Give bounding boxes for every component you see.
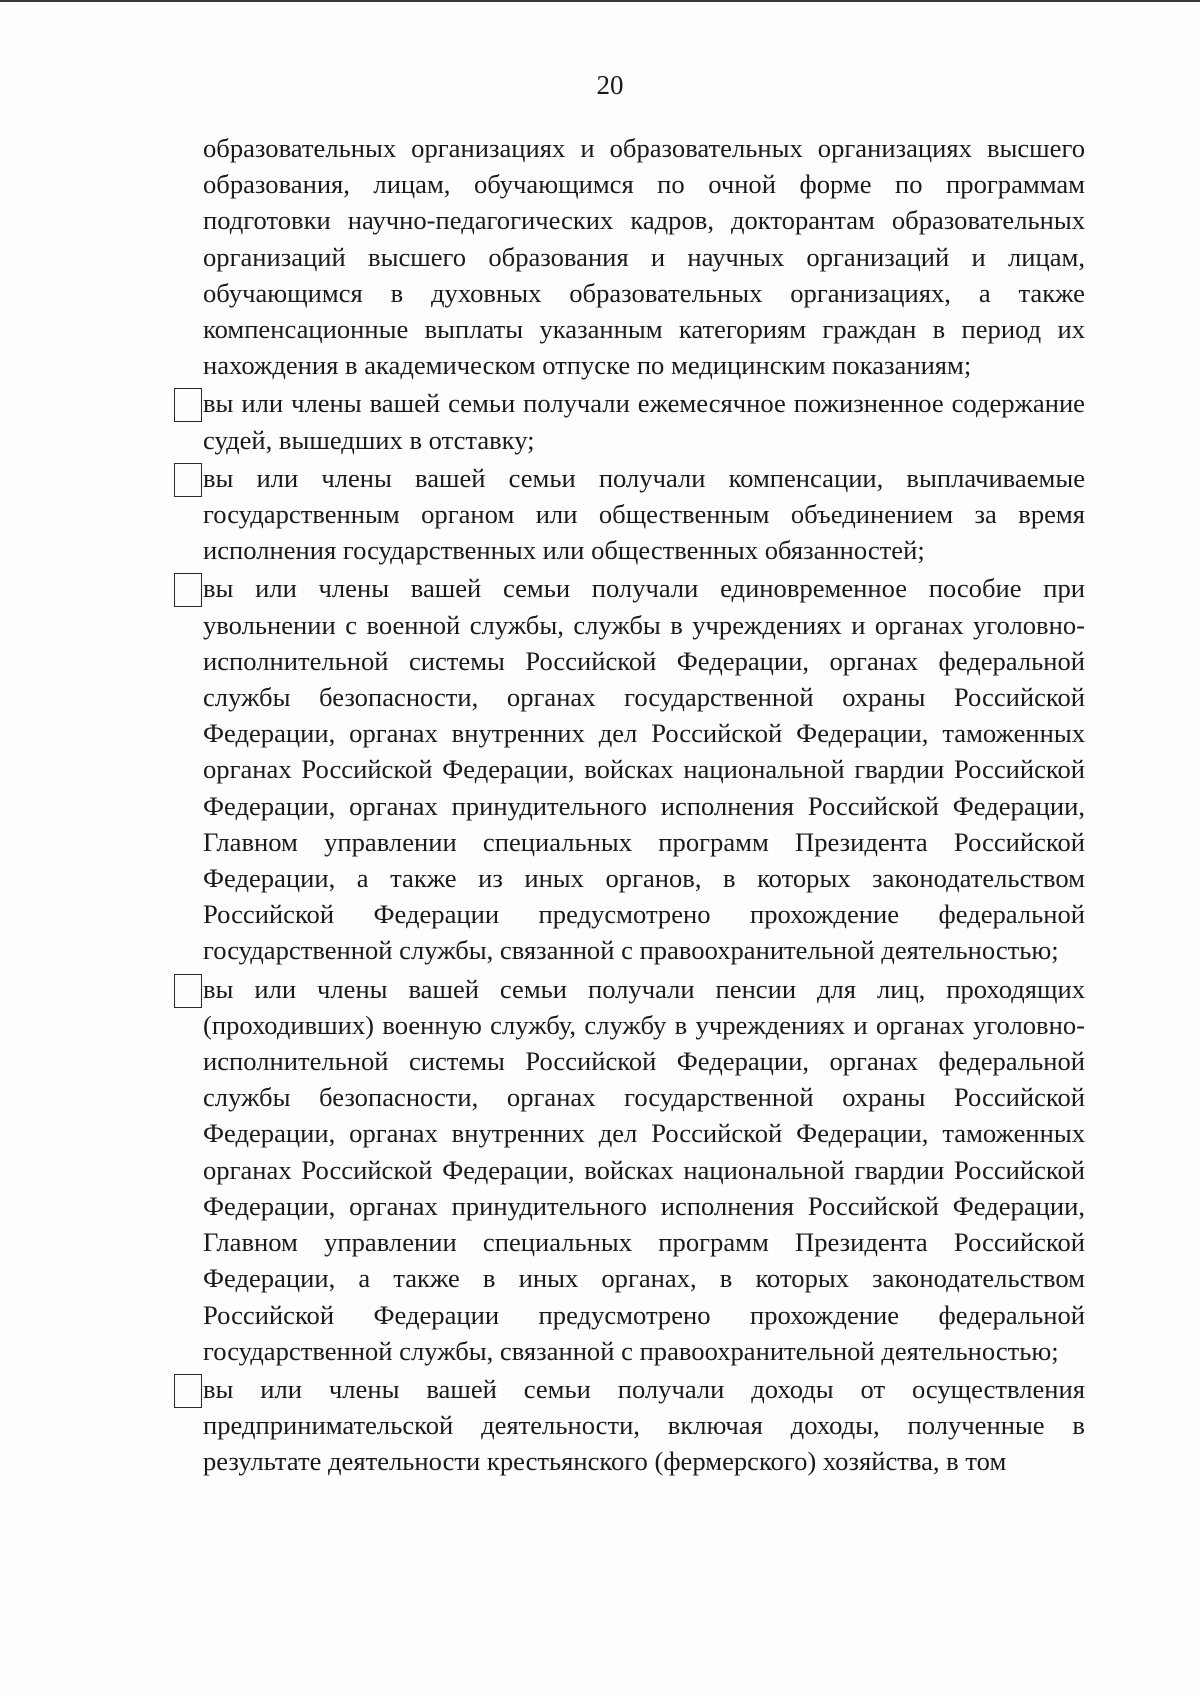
checklist-item xyxy=(203,1371,1085,1480)
checklist-item xyxy=(203,971,1085,1369)
checklist-item-text: вы или члены вашей семьи получали пенсии для лиц, проходящих (проходивших) военную службу, службу в учреждениях и органах уголовно-исполнительной системы Российской Федерации, органах федеральной службы безопасности, органах государственной охраны Российской Федерации, органах внутренних дел Российской Федерации, таможенных органах Российской Федерации, войсках национальной гвардии Российской Федерации, органах принудительного исполнения Российской Федерации, Главном управлении специальных программ Президента Российской Федерации, а также в иных органах, в которых законодательством Российской Федерации предусмотрено прохождение федеральной государственной службы, связанной с правоохранительной деятельностью; xyxy=(203,973,1085,1366)
checklist-item xyxy=(203,460,1085,569)
checklist-item-text: вы или члены вашей семьи получали ежемесячное пожизненное содержание судей, вышедших в отставку; xyxy=(203,388,1085,455)
checklist-item xyxy=(203,570,1085,968)
checkbox-judges-allowance[interactable] xyxy=(174,388,202,422)
checkbox-service-pension[interactable] xyxy=(174,974,202,1008)
checkbox-dismissal-allowance[interactable] xyxy=(174,573,202,607)
checklist-item-text: вы или члены вашей семьи получали единовременное пособие при увольнении с военной службы, службы в учреждениях и органах уголовно-исполнительной системы Российской Федерации, органах федеральной службы безопасности, органах государственной охраны Российской Федерации, органах внутренних дел Российской Федерации, таможенных органах Российской Федерации, войсках национальной гвардии Российской Федерации, органах принудительного исполнения Российской Федерации, Главном управлении специальных программ Президента Российской Федерации, а также из иных органов, в которых законодательством Российской Федерации предусмотрено прохождение федеральной государственной службы, связанной с правоохранительной деятельностью; xyxy=(203,573,1085,966)
intro-paragraph: образовательных организациях и образовательных организациях высшего образования, лицам, обучающимся по очной форме по программам подготовки научно-педагогических кадров, докторантам образовательных организаций высшего образования и научных организаций и лицам, обучающимся в духовных образовательных организациях, а также компенсационные выплаты указанным категориям граждан в период их нахождения в академическом отпуске по медицинским показаниям; xyxy=(203,133,1085,381)
checklist-item-text: вы или члены вашей семьи получали компенсации, выплачиваемые государственным органом или общественным объединением за время исполнения государственных или общественных обязанностей; xyxy=(203,462,1085,566)
page-number: 20 xyxy=(596,70,624,100)
checkbox-compensation-duties[interactable] xyxy=(174,463,202,497)
checkbox-business-income[interactable] xyxy=(174,1374,202,1408)
page-content xyxy=(203,130,1085,1480)
checklist-item xyxy=(203,385,1085,457)
checklist-item-text: вы или члены вашей семьи получали доходы от осуществления предпринимательской деятельности, включая доходы, полученные в результате деятельности крестьянского (фермерского) хозяйства, в том xyxy=(203,1373,1085,1477)
